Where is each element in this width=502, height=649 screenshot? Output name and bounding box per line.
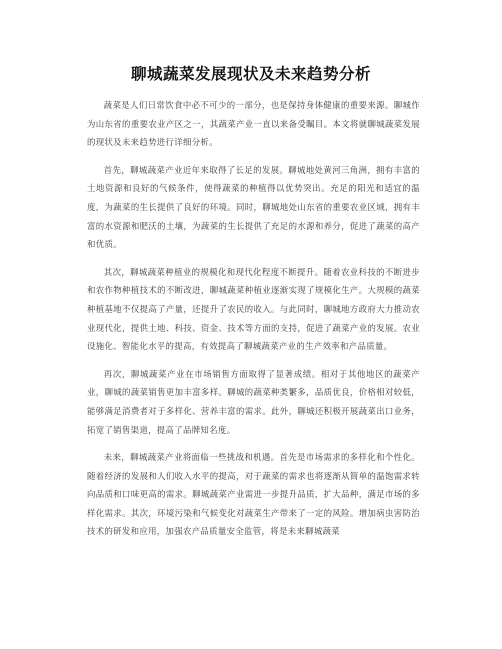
document-body (87, 96, 420, 550)
paragraph-intro: 蔬菜是人们日常饮食中必不可少的一部分，也是保持身体健康的重要来源。聊城作为山东省的重要农业产区之一，其蔬菜产业一直以来备受瞩目。本文将就聊城蔬菜发展的现状及未来趋势进行详细分析。 (87, 100, 420, 148)
paragraph-first: 首先，聊城蔬菜产业近年来取得了长足的发展。聊城地处黄河三角洲，拥有丰富的土地资源和良好的气候条件，使得蔬菜的种植得以优势突出。充足的阳光和适宜的温度，为蔬菜的生长提供了良好的环境。同时，聊城地处山东省的重要农业区域，拥有丰富的水资源和肥沃的土壤，为蔬菜的生长提供了充足的水源和养分，促进了蔬菜的高产和优质。 (87, 164, 420, 250)
paragraph-second: 其次，聊城蔬菜种植业的规模化和现代化程度不断提升。随着农业科技的不断进步和农作物种植技术的不断改进，聊城蔬菜种植业逐渐实现了规模化生产。大规模的蔬菜种植基地不仅提高了产量，还提升了农民的收入。与此同时，聊城地方政府大力推动农业现代化，提供土地、科技、资金、技术等方面的支持，促进了蔬菜产业的发展。农业设施化、智能化水平的提高，有效提高了聊城蔬菜产业的生产效率和产品质量。 (87, 266, 420, 352)
document-title: 聊城蔬菜发展现状及未来趋势分析 (130, 65, 371, 83)
paragraph-future: 未来，聊城蔬菜产业将面临一些挑战和机遇。首先是市场需求的多样化和个性化。随着经济的发展和人们收入水平的提高，对于蔬菜的需求也将逐渐从简单的温饱需求转向品质和口味更高的需求。聊城蔬菜产业需进一步提升品质，扩大品种，满足市场的多样化需求。其次，环境污染和气候变化对蔬菜生产带来了一定的风险。增加病虫害防治技术的研发和应用，加强农产品质量安全监管，将是未来聊城蔬菜 (87, 452, 420, 537)
paragraph-third: 再次，聊城蔬菜产业在市场销售方面取得了显著成绩。相对于其他地区的蔬菜产业，聊城的蔬菜销售更加丰富多样。聊城的蔬菜种类繁多，品质优良，价格相对较低，能够满足消费者对于多样化、营养丰富的需求。此外，聊城还积极开展蔬菜出口业务，拓宽了销售渠道，提高了品牌知名度。 (87, 368, 420, 435)
